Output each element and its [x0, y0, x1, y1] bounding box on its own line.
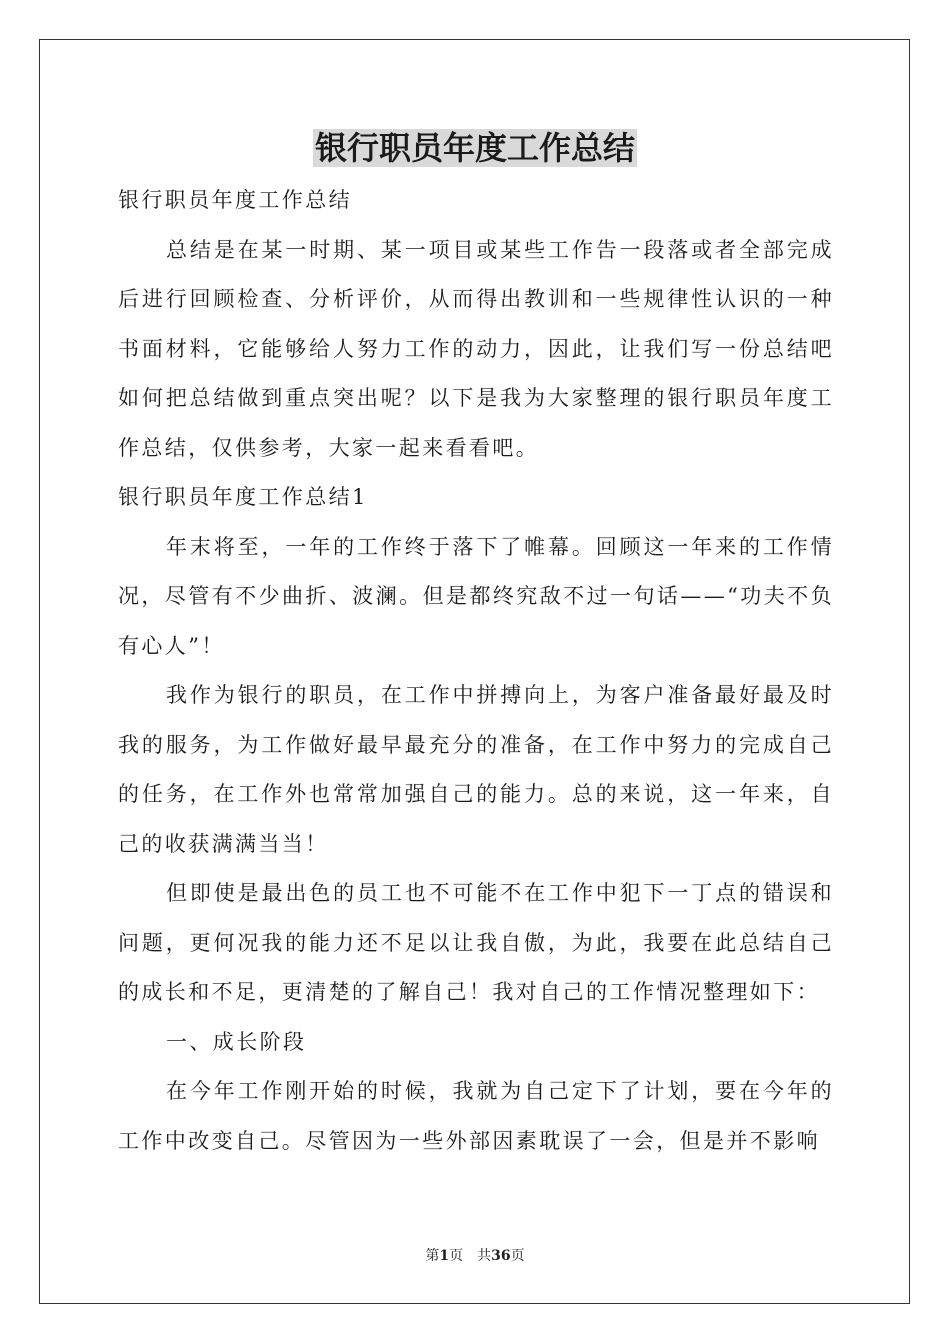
paragraph: 但即使是最出色的员工也不可能不在工作中犯下一丁点的错误和问题，更何况我的能力还不足以让我自傲，为此，我要在此总结自己的成长和不足，更清楚的了解自己！我对自己的工作情况整理如下： — [118, 881, 834, 1004]
section-heading: 银行职员年度工作总结1 — [118, 485, 368, 509]
document-title — [0, 126, 950, 170]
page-total: 36 — [491, 1248, 511, 1264]
page-mid: 页 共 — [449, 1248, 492, 1264]
paragraph-heading: 银行职员年度工作总结 — [118, 188, 352, 212]
paragraph: 我作为银行的职员，在工作中拼搏向上，为客户准备最好最及时我的服务，为工作做好最早最充分的准备，在工作中努力的完成自己的任务，在工作外也常常加强自己的能力。总的来说，这一年来，自己的收获满满当当！ — [118, 683, 834, 856]
page-number: 1 — [439, 1248, 450, 1264]
page-footer — [0, 1246, 950, 1266]
paragraph: 年末将至，一年的工作终于落下了帷幕。回顾这一年来的工作情况，尽管有不少曲折、波澜。但是都终究敌不过一句话——“功夫不负有心人”！ — [118, 534, 834, 658]
page-suffix: 页 — [510, 1248, 525, 1264]
document-body — [118, 176, 834, 1166]
subsection-heading: 一、成长阶段 — [166, 1029, 307, 1054]
document-title-text: 银行职员年度工作总结 — [314, 129, 635, 167]
paragraph: 在今年工作刚开始的时候，我就为自己定下了计划，要在今年的工作中改变自己。尽管因为一些外部因素耽误了一会，但是并不影响 — [118, 1079, 834, 1153]
page-prefix: 第 — [425, 1248, 440, 1264]
paragraph: 总结是在某一时期、某一项目或某些工作告一段落或者全部完成后进行回顾检查、分析评价，从而得出教训和一些规律性认识的一种书面材料，它能够给人努力工作的动力，因此，让我们写一份总结吧如何把总结做到重点突出呢？以下是我为大家整理的银行职员年度工作总结，仅供参考，大家一起来看看吧。 — [118, 237, 834, 460]
